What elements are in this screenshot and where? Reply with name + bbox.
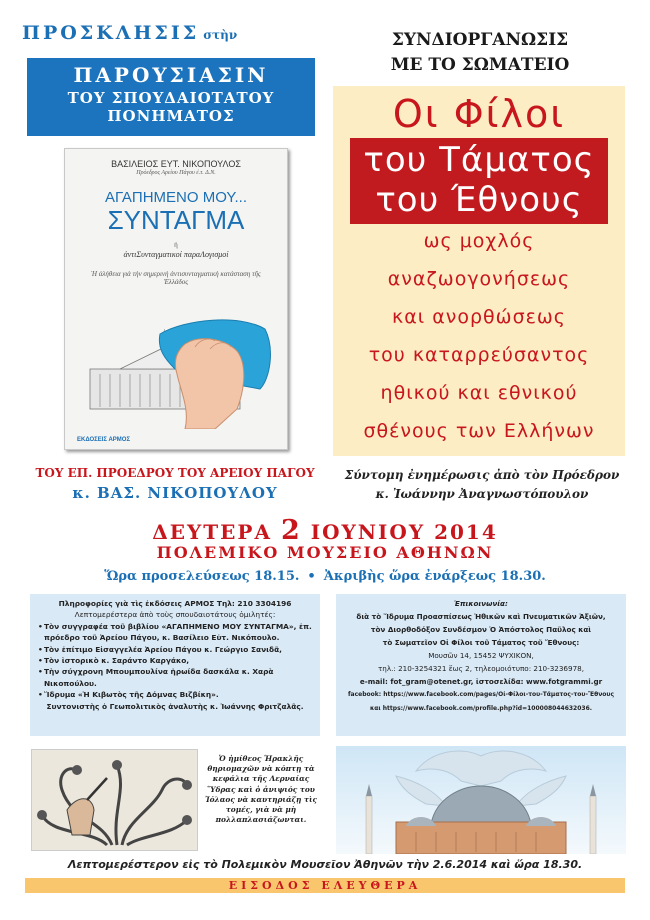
author-caption: [30, 466, 320, 502]
speaker-item: • Ἵδρυμα «Ἡ Κιβωτὸς τῆς Δόμνας Βιζβίκη».: [38, 689, 320, 700]
contact-line: τὸ Σωματεῖον Οἱ Φίλοι τοῦ Τάματος τοῦ Ἔθνους:: [382, 638, 580, 647]
speaker-item: • Τὸν ἐπίτιμο Εἰσαγγελέα Ἀρείου Πάγου κ. Γεώργιο Σανιδᾶ,: [38, 644, 320, 655]
presentation-line-2: ΤΟΥ ΣΠΟΥΔΑΙΟΤΑΤΟΥ: [67, 89, 275, 107]
heracles-hydra-drawing: [32, 750, 197, 850]
presentation-line-1: ΠΑΡΟΥΣΙΑΣΙΝ: [73, 63, 269, 87]
association-name-line-1: Οι Φίλοι: [392, 92, 566, 136]
arrival-time: Ὥρα προσελεύσεως 18.15.: [104, 569, 300, 584]
briefing-caption-line-2: κ. Ἰωάννην Ἀναγνωστόπουλον: [375, 487, 589, 501]
coordinator: Συντονιστὴς ὁ Γεωπολιτικὸς ἀναλυτὴς κ. Ἰωάννης Φριτζαλᾶς.: [46, 701, 304, 711]
event-date-day: 2: [280, 515, 302, 546]
presentation-line-3: ΠΟΝΗΜΑΤΟΣ: [107, 107, 235, 125]
event-date-weekday: ΔΕΥΤΕΡΑ: [152, 520, 272, 544]
hagia-sophia-drawing: [336, 746, 626, 854]
contact-phone: τηλ.: 210-3254321 ἕως 2, τηλεομοιότυπο: 210-3236978,: [377, 664, 585, 673]
briefing-caption-line-1: Σύντομη ἐνημέρωσις ἀπὸ τὸν Πρόεδρον: [344, 468, 620, 482]
invitation-heading: [22, 22, 322, 44]
author-caption-line-1: ΤΟΥ ΕΠ. ΠΡΟΕΔΡΟΥ ΤΟΥ ΑΡΕΙΟΥ ΠΑΓΟΥ: [35, 466, 315, 480]
slogan-line: και ανορθώσεως: [392, 306, 566, 328]
publisher-contact: Πληροφορίες γιὰ τὶς ἐκδόσεις ΑΡΜΟΣ Τηλ: 210 3304196: [58, 599, 292, 608]
speaker-item: • Τὸν ἱστορικὸ κ. Σαράντο Καργάκο,: [38, 655, 320, 666]
free-entry-banner: ΕΙΣΟΔΟΣ ΕΛΕΥΘΕΡΑ: [25, 878, 625, 893]
book-cover: [64, 148, 288, 450]
book-tagline: Ἡ ἀλήθεια γιὰ τὴν σημερινὴ ἀντισυνταγματικὴ κατάσταση τῆς Ἑλλάδος: [91, 270, 261, 286]
slogan-line: ηθικού και εθνικού: [380, 382, 578, 404]
speaker-item: • Τὴν σύγχρονη Μπουμπουλίνα ἡρωίδα δασκάλα κ. Χαρὰ Νικοπούλου.: [38, 666, 320, 689]
co-organization-heading: [340, 28, 620, 78]
contact-address: Μουσῶν 14, 15452 ΨΥΧΙΚΟΝ,: [428, 651, 534, 660]
book-author-title: Πρόεδρος Αρείου Πάγου ἐ.τ. Δ.Ν.: [136, 170, 216, 176]
contact-line: τὸν Διορθοδόξον Συνδέσμον Ὁ Ἀπόστολος Παῦλος καὶ: [370, 625, 592, 634]
book-title-line-3: ή: [174, 241, 178, 249]
parliament-and-hand-illustration: [65, 289, 287, 429]
speaker-item: • Τὸν συγγραφέα τοῦ βιβλίου «ΑΓΑΠΗΜΕΝΟ ΜΟΥ ΣΥΝΤΑΓΜΑ», ἐπ. πρόεδρο τοῦ Ἀρείου Πάγου, κ. Βασίλειο Εὐτ. Νικόπουλο.: [38, 621, 320, 644]
association-name-box: [350, 138, 608, 224]
contact-info-box: [336, 594, 626, 736]
slogan-line: ως μοχλός: [423, 230, 535, 252]
book-title-line-2: ΣΥΝΤΑΓΜΑ: [107, 205, 245, 235]
event-venue: ΠΟΛΕΜΙΚΟ ΜΟΥΣΕΙΟ ΑΘΗΝΩΝ: [156, 543, 494, 562]
author-caption-line-2: κ. ΒΑΣ. ΝΙΚΟΠΟΥΛΟΥ: [72, 484, 278, 502]
association-name-line-3: του Έθνους: [375, 180, 583, 220]
invitation-title-suffix: στὴν: [203, 28, 238, 42]
facebook-link[interactable]: facebook: https://www.facebook.com/pages/Οἱ-Φίλοι-του-Τάματος-του-Ἔθνους: [347, 691, 615, 698]
briefing-caption: [336, 466, 628, 504]
slogan-line: αναζωογονήσεως: [387, 268, 571, 290]
start-time: Ἀκριβὴς ὥρα ἐνάρξεως 18.30.: [323, 569, 546, 584]
facebook-profile-link[interactable]: και https://www.facebook.com/profile.php?id=100008044632036.: [369, 705, 593, 712]
speakers-list: [30, 621, 320, 701]
book-title-line-1: ΑΓΑΠΗΜΕΝΟ ΜΟΥ...: [105, 189, 247, 206]
contact-email-website[interactable]: e-mail: fot_gram@otenet.gr, ἱστοσελίδα: www.fotgrammi.gr: [359, 677, 603, 686]
time-separator: •: [307, 569, 316, 584]
hydra-caption: Ὁ ἡμίθεος Ἡρακλῆς θηριομαχῶν νὰ κόπτῃ τὰ κεφάλια τῆς Λερναίας Ὕδρας καὶ ὁ ἀνιψιός του Ἰόλαος νὰ καυτηριάζῃ τὶς τομές, γιὰ νὰ μὴ πολλαπλασιάζωνται.: [204, 754, 318, 825]
presentation-banner: [27, 58, 315, 136]
co-organization-line-2: ΜΕ ΤΟ ΣΩΜΑΤΕΙΟ: [390, 55, 570, 75]
book-subtitle: ἀντιΣυνταγματικοί παραΛογισμοί: [123, 250, 229, 259]
footer-details: Λεπτομερέστερον εἰς τὸ Πολεμικὸν Μουσεῖον Ἀθηνῶν τὴν 2.6.2014 καὶ ὥρα 18.30.: [67, 858, 583, 871]
contact-line: διὰ τὸ Ἵδρυμα Προασπίσεως Ἠθικῶν καὶ Πνευματικῶν Ἀξιῶν,: [356, 612, 606, 621]
event-date: [0, 515, 650, 546]
slogan-line: του καταρρεύσαντος: [368, 344, 590, 366]
speakers-info-box: [30, 594, 320, 736]
co-organization-line-1: ΣΥΝΔΙΟΡΓΑΝΩΣΙΣ: [391, 30, 569, 50]
speakers-intro: Λεπτομερέστερα ἀπὸ τοὺς σπουδαιοτάτους ὁμιλητές:: [74, 610, 276, 620]
slogan-line: σθένους των Ελλήνων: [363, 420, 595, 442]
invitation-title: ΠΡΟΣΚΛΗΣΙΣ: [22, 22, 200, 44]
hagia-sophia-image: [336, 746, 626, 854]
association-name-line-2: του Τάματος: [363, 140, 595, 180]
event-date-month-year: ΙΟΥΝΙΟΥ 2014: [310, 520, 498, 544]
book-author: ΒΑΣΙΛΕΙΟΣ ΕΥΤ. ΝΙΚΟΠΟΥΛΟΣ: [111, 159, 241, 169]
hydra-illustration: [31, 749, 198, 851]
contact-heading: Ἐπικοινωνία:: [454, 599, 508, 608]
event-times: [0, 569, 650, 584]
book-publisher: ΕΚΔΟΣΕΙΣ ΑΡΜΟΣ: [77, 437, 131, 443]
